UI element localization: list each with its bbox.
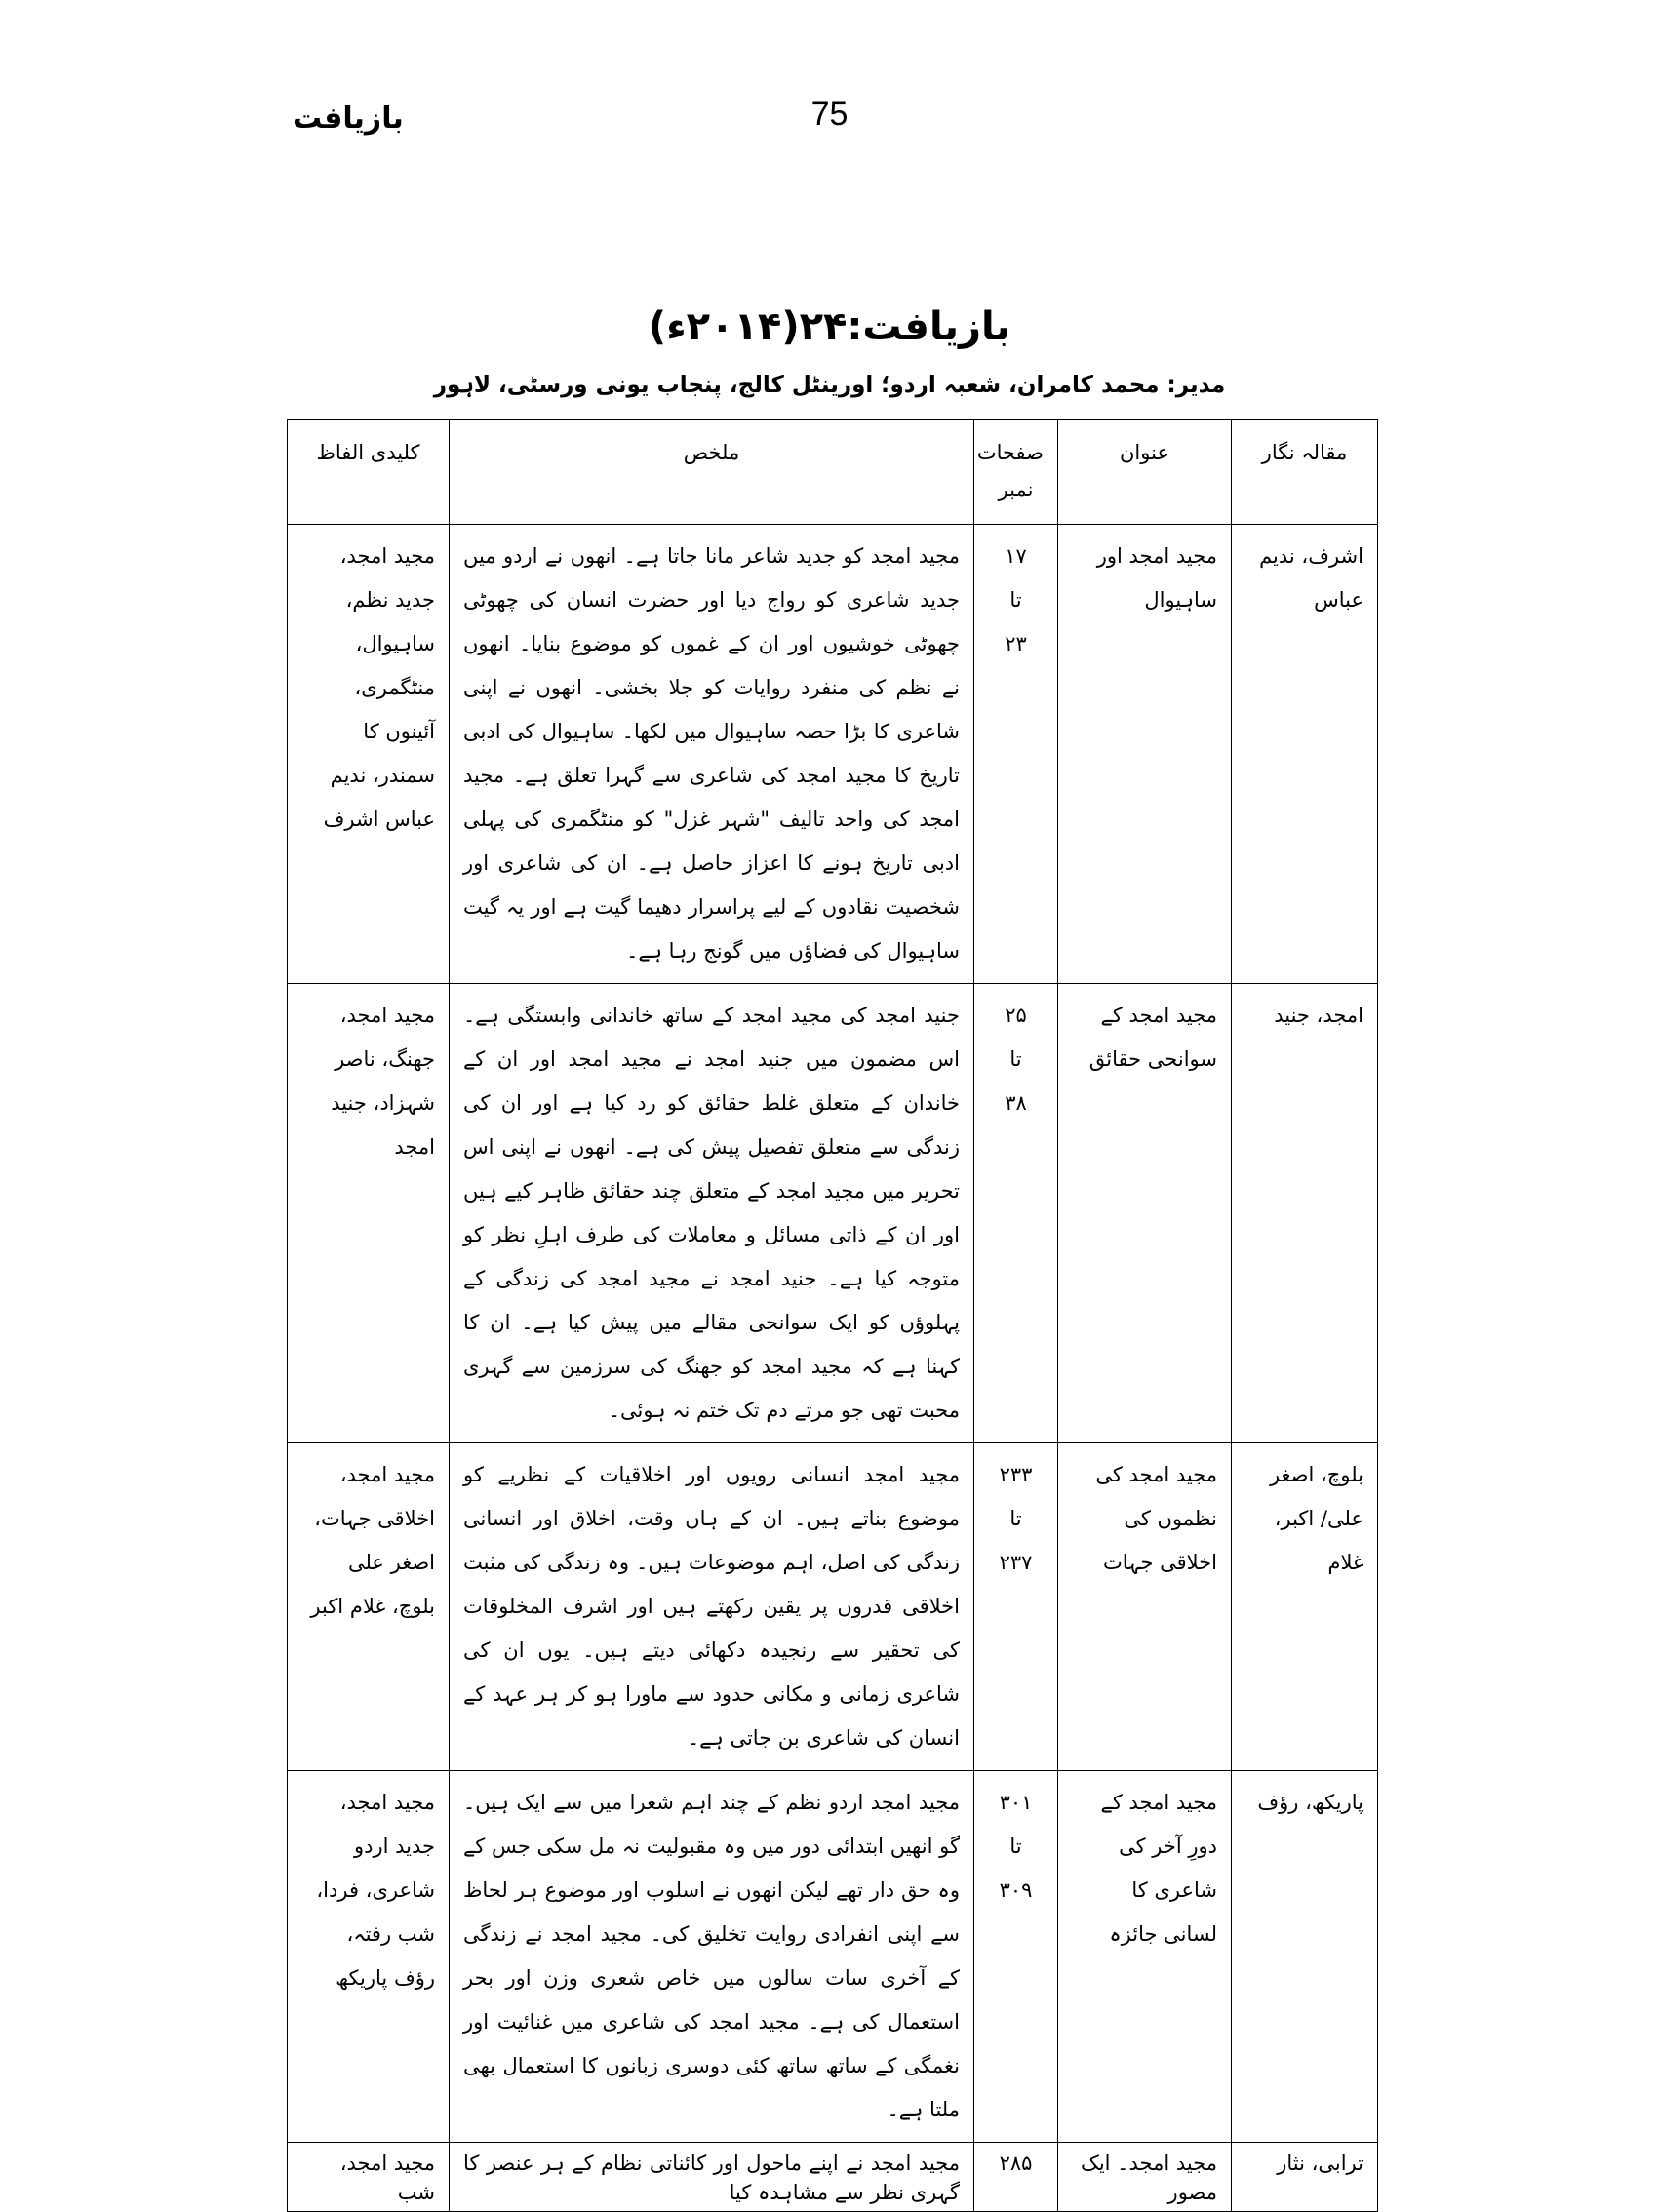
- keywords-cell: مجید امجد، جدید نظم، ساہیوال، منٹگمری، آئینوں کا سمندر، ندیم عباس اشرف: [288, 525, 450, 984]
- pages-cell: [974, 1443, 1058, 1771]
- title-cell: مجید امجد کے دورِ آخر کی شاعری کا لسانی جائزہ: [1058, 1771, 1232, 2143]
- page-start: ۳۰۱: [999, 1791, 1033, 1814]
- title-cell: مجید امجد کی نظموں کی اخلاقی جہات: [1058, 1443, 1232, 1771]
- header-pages: صفحات نمبر: [974, 420, 1058, 525]
- page-range-word: تا: [1009, 1507, 1022, 1530]
- page-start: ۲۸۵: [999, 2152, 1033, 2175]
- header-title: عنوان: [1058, 420, 1232, 525]
- page-start: ۲۳۳: [999, 1463, 1033, 1486]
- abstract-cell: مجید امجد کو جدید شاعر مانا جاتا ہے۔ انھوں نے اردو میں جدید شاعری کو رواج دیا اور حضرت انسان کی چھوٹی چھوٹی خوشیوں اور ان کے غموں کو موضوع بنایا۔ انھوں نے نظم کی منفرد روایات کو جلا بخشی۔ انھوں نے اپنی شاعری کا بڑا حصہ ساہیوال میں لکھا۔ ساہیوال کی ادبی تاریخ کا مجید امجد کی شاعری سے گہرا تعلق ہے۔ مجید امجد کی واحد تالیف "شہر غزل" کو منٹگمری کی پہلی ادبی تاریخ ہونے کا اعزاز حاصل ہے۔ ان کی شاعری اور شخصیت نقادوں کے لیے پراسرار دھیما گیت ہے اور یہ گیت ساہیوال کی فضاؤں میں گونج رہا ہے۔: [450, 525, 974, 984]
- page-number: 75: [810, 96, 849, 133]
- journal-title: بازیافت:۲۴(۲۰۱۴ء): [648, 304, 1011, 349]
- keywords-cell: مجید امجد، جھنگ، ناصر شہزاد، جنید امجد: [288, 984, 450, 1443]
- author-cell: اشرف، ندیم عباس: [1232, 525, 1378, 984]
- table-row: [288, 2143, 1378, 2212]
- keywords-cell: مجید امجد، جدید اردو شاعری، فردا، شب رفتہ، رؤف پاریکھ: [288, 1771, 450, 2143]
- author-cell: ترابی، نثار: [1232, 2143, 1378, 2212]
- title-cell: مجید امجد۔ ایک مصور: [1058, 2143, 1232, 2212]
- abstract-cell: مجید امجد اردو نظم کے چند اہم شعرا میں سے ایک ہیں۔ گو انھیں ابتدائی دور میں وہ مقبولیت نہ مل سکی جس کے وہ حق دار تھے لیکن انھوں نے اسلوب اور موضوع ہر لحاظ سے اپنی انفرادی روایت تخلیق کی۔ مجید امجد نے زندگی کے آخری سات سالوں میں خاص شعری وزن اور بحر استعمال کی ہے۔ مجید امجد کی شاعری میں غنائیت اور نغمگی کے ساتھ ساتھ کئی دوسری زبانوں کا استعمال بھی ملتا ہے۔: [450, 1771, 974, 2143]
- pages-cell: [974, 525, 1058, 984]
- pages-cell: [974, 2143, 1058, 2212]
- keywords-cell: مجید امجد، اخلاقی جہات، اصغر علی بلوچ، غلام اکبر: [288, 1443, 450, 1771]
- article-index-table: [287, 419, 1378, 2212]
- author-cell: پاریکھ، رؤف: [1232, 1771, 1378, 2143]
- running-head: بازیافت: [293, 101, 404, 136]
- title-cell: مجید امجد اور ساہیوال: [1058, 525, 1232, 984]
- page-end: ۲۳: [1005, 632, 1027, 655]
- title-cell: مجید امجد کے سوانحی حقائق: [1058, 984, 1232, 1443]
- table-row: [288, 1771, 1378, 2143]
- abstract-cell: جنید امجد کی مجید امجد کے ساتھ خاندانی وابستگی ہے۔ اس مضمون میں جنید امجد نے مجید امجد اور ان کے خاندان کے متعلق غلط حقائق کو رد کیا ہے اور ان کی زندگی سے متعلق تفصیل پیش کی ہے۔ انھوں نے اپنی اس تحریر میں مجید امجد کے متعلق چند حقائق ظاہر کیے ہیں اور ان کے ذاتی مسائل و معاملات کی طرف اہلِ نظر کو متوجہ کیا ہے۔ جنید امجد نے مجید امجد کی زندگی کے پہلوؤں کو ایک سوانحی مقالے میں پیش کیا ہے۔ ان کا کہنا ہے کہ مجید امجد کو جھنگ کی سرزمین سے گہری محبت تھی جو مرتے دم تک ختم نہ ہوئی۔: [450, 984, 974, 1443]
- table-row: [288, 1443, 1378, 1771]
- keywords-cell: مجید امجد، شب: [288, 2143, 450, 2212]
- pages-cell: [974, 984, 1058, 1443]
- table-row: [288, 525, 1378, 984]
- author-cell: بلوچ، اصغر علی/ اکبر، غلام: [1232, 1443, 1378, 1771]
- abstract-cell: مجید امجد نے اپنے ماحول اور کائناتی نظام کے ہر عنصر کا گہری نظر سے مشاہدہ کیا: [450, 2143, 974, 2212]
- header-abstract: ملخص: [450, 420, 974, 525]
- page-end: ۲۳۷: [999, 1551, 1033, 1574]
- editor-line: مدیر: محمد کامران، شعبہ اردو؛ اورینٹل کالج، پنجاب یونی ورسٹی، لاہور: [433, 373, 1226, 398]
- page-range-word: تا: [1009, 1835, 1022, 1858]
- table-row: [288, 984, 1378, 1443]
- page-end: ۳۰۹: [999, 1878, 1033, 1902]
- author-cell: امجد، جنید: [1232, 984, 1378, 1443]
- page-start: ۱۷: [1005, 544, 1027, 568]
- page-range-word: تا: [1009, 1047, 1022, 1071]
- header-author: مقالہ نگار: [1232, 420, 1378, 525]
- abstract-cell: مجید امجد انسانی رویوں اور اخلاقیات کے نظریے کو موضوع بناتے ہیں۔ ان کے ہاں وقت، اخلاق اور انسانی زندگی کی اصل، اہم موضوعات ہیں۔ وہ زندگی کی مثبت اخلاقی قدروں پر یقین رکھتے ہیں اور اشرف المخلوقات کی تحقیر سے رنجیدہ دکھائی دیتے ہیں۔ یوں ان کی شاعری زمانی و مکانی حدود سے ماورا ہو کر ہر عہد کے انسان کی شاعری بن جاتی ہے۔: [450, 1443, 974, 1771]
- page-range-word: تا: [1009, 588, 1022, 612]
- header-keywords: کلیدی الفاظ: [288, 420, 450, 525]
- page-end: ۳۸: [1005, 1091, 1027, 1115]
- table-header-row: [288, 420, 1378, 525]
- pages-cell: [974, 1771, 1058, 2143]
- page-start: ۲۵: [1005, 1004, 1027, 1027]
